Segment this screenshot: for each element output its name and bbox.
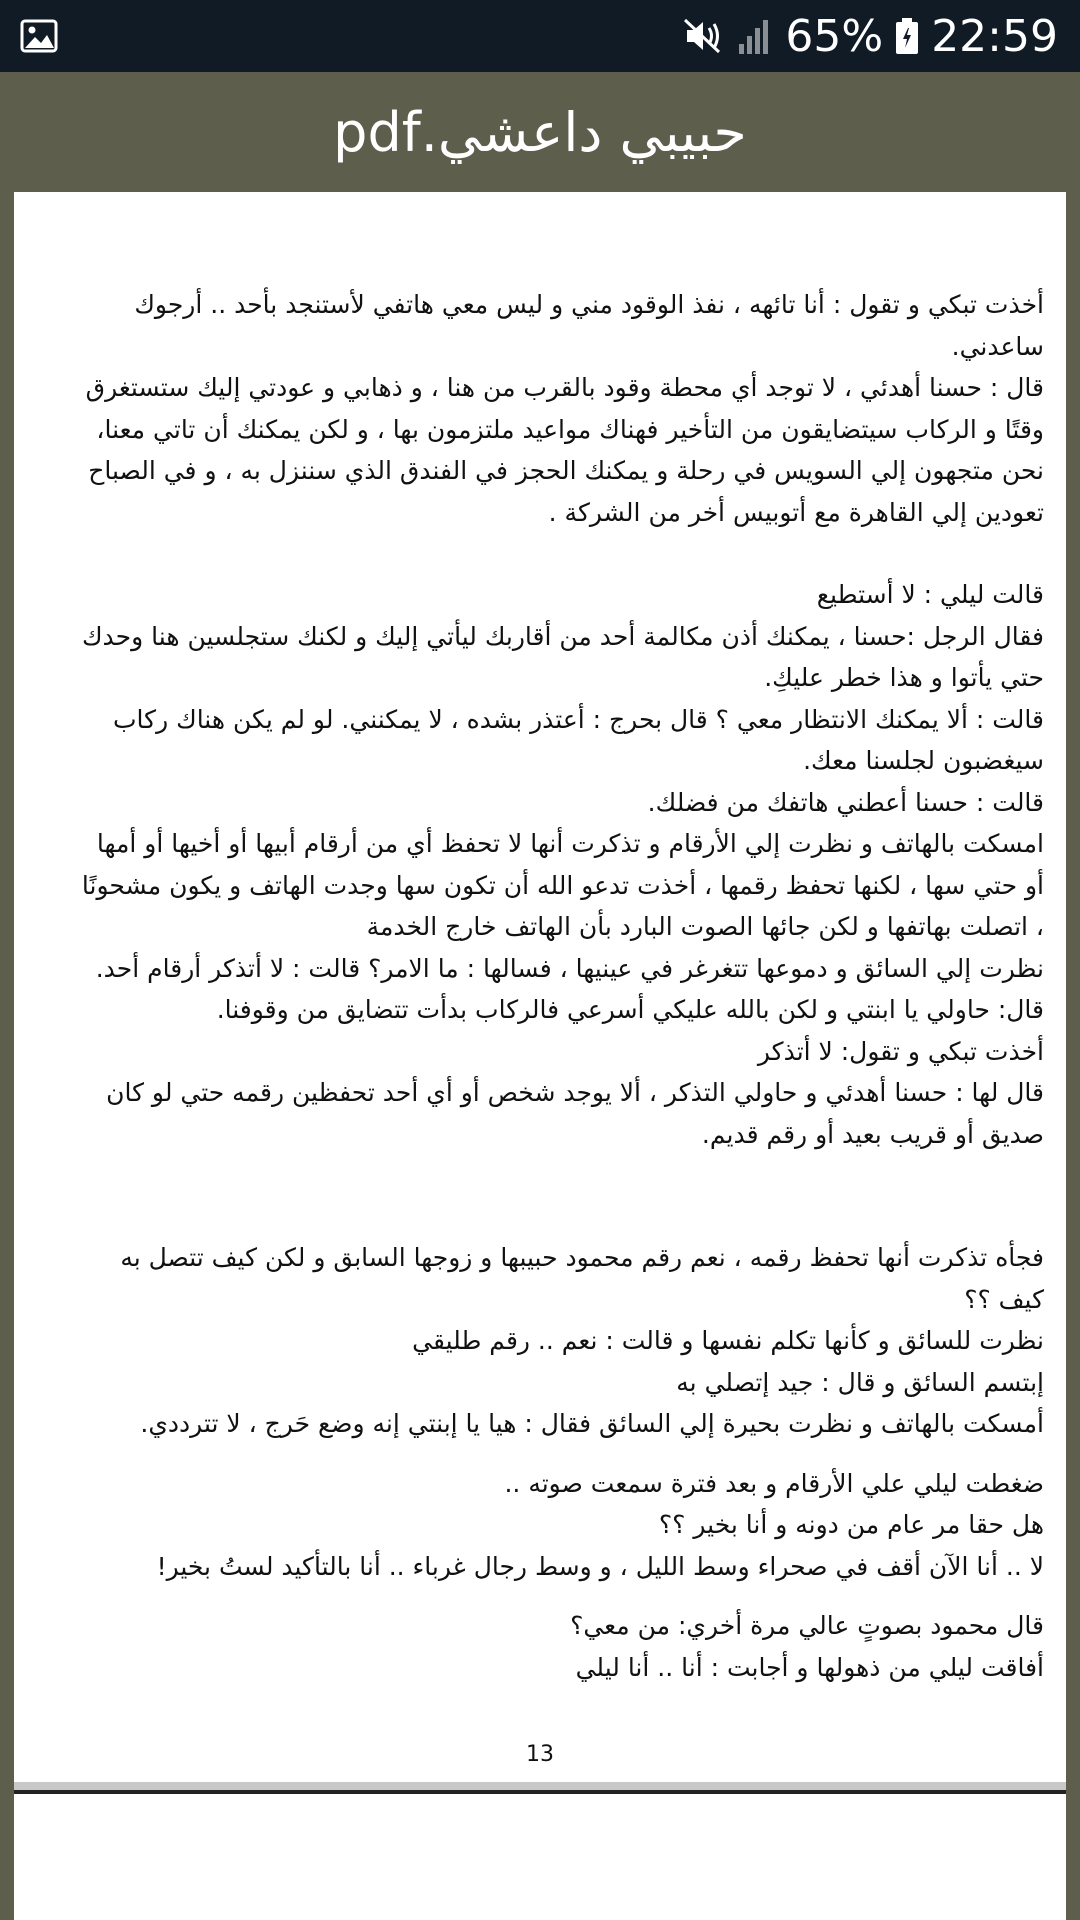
paragraph-line: فجأه تذكرت أنها تحفظ رقمه ، نعم رقم محمود حبيبها و زوجها السابق و لكن كيف تتصل به كيف ؟؟ [120,1243,1044,1314]
mute-icon [683,16,725,56]
paragraph-line: فقال الرجل :حسنا ، يمكنك أذن مكالمة أحد من أقاربك ليأتي إليك و لكنك ستجلسين هنا وحدك حتي يأتوا و هذا خطر عليكِ. [81,621,1044,692]
page-divider [14,1782,1066,1790]
paragraph-line: قالت : ألا يمكنك الانتظار معي ؟ قال بحرج : أعتذر بشده ، لا يمكنني. لو لم يكن هناك ركاب سيغضبون لجلسنا معك. [113,704,1044,775]
paragraph-line: ضغطت ليلي علي الأرقام و بعد فترة سمعت صوته .. [504,1468,1044,1498]
page-text [70,284,1044,1688]
paragraph-line: قال: حاولي يا ابنتي و لكن بالله عليكي أسرعي فالركاب بدأت تتضايق من وقوفنا. [216,995,1044,1024]
status-bar [0,0,1080,72]
clock: 22:59 [931,10,1058,62]
paragraph-line: قالت : حسنا أعطني هاتفك من فضلك. [647,787,1044,817]
battery-icon [895,16,919,56]
battery-percent: 65% [785,10,884,62]
pdf-page[interactable] [14,192,1066,1782]
paragraph-line: هل حقا مر عام من دونه و أنا بخير ؟؟ [658,1510,1044,1539]
paragraph-line: نظرت للسائق و كأنها تكلم نفسها و قالت : نعم .. رقم طليقي [412,1326,1044,1355]
image-icon [20,18,58,54]
paragraph-line: قال : حسنا أهدئي ، لا توجد أي محطة وقود بالقرب من هنا ، و ذهابي و عودتي إليك ستستغرق وقتًا و الركاب سيتضايقون من التأخير فهناك مواعيد ملتزمون بها ، و لكن يمكنك أن تاتي معنا، نحن متجهون إلي السويس في رحلة و يمكنك الحجز في الفندق الذي سننزل به ، و في الصباح تعودين إلي القاهرة مع أتوبيس أخر من الشركة . [85,373,1044,527]
status-indicators [683,0,1058,72]
page-number: 13 [526,1742,554,1767]
paragraph-line: أخذت تبكي و تقول: لا أتذكر [757,1036,1044,1066]
paragraph-line: قالت ليلي : لا أستطيع [816,580,1044,609]
pdf-viewer[interactable] [0,192,1080,1920]
paragraph-line: لا .. أنا الآن أقف في صحراء وسط الليل ، و وسط رجال غرباء .. أنا بالتأكيد لستُ بخير! [156,1551,1044,1581]
paragraph-line: نظرت إلي السائق و دموعها تتغرغر في عينيها ، فسالها : ما الامر؟ قالت : لا أتذكر أرقام أحد. [95,953,1044,983]
title-bar [0,72,1080,192]
signal-icon [737,16,773,56]
paragraph-gap [70,1445,1044,1463]
document-title: حبيبي داعشي.pdf [333,100,747,164]
paragraph-gap [70,533,1044,574]
paragraph-line: امسكت بالهاتف و نظرت إلي الأرقام و تذكرت أنها لا تحفظ أي من أرقام أبيها أو أخيها أو أمها أو حتي سها ، لكنها تحفظ رقمها ، أخذت تدعو الله أن تكون سها وجدت الهاتف و يكون مشحونًا ، اتصلت بهاتفها و لكن جائها الصوت البارد بأن الهاتف خارج الخدمة [81,829,1044,941]
paragraph-gap [70,1587,1044,1605]
paragraph-line: أخذت تبكي و تقول : أنا تائهه ، نفذ الوقود مني و ليس معي هاتفي لأستنجد بأحد .. أرجوك ساعدني. [134,290,1044,361]
paragraph-gap [70,1155,1044,1237]
paragraph-line: قال لها : حسنا أهدئي و حاولي التذكر ، ألا يوجد شخص أو أي أحد تحفظين رقمه حتي لو كان صديق أو قريب بعيد أو رقم قديم. [106,1078,1044,1149]
paragraph-line: إبتسم السائق و قال : جيد إتصلي به [676,1367,1044,1397]
paragraph-line: قال محمود بصوتٍ عالي مرة أخري: من معي؟ [570,1611,1044,1640]
next-pdf-page[interactable] [14,1794,1066,1920]
paragraph-line: أفاقت ليلي من ذهولها و أجابت : أنا .. أنا ليلي [575,1652,1044,1682]
paragraph-line: أمسكت بالهاتف و نظرت بحيرة إلي السائق فقال : هيا يا إبنتي إنه وضع حَرج ، لا تترددي. [140,1409,1044,1438]
